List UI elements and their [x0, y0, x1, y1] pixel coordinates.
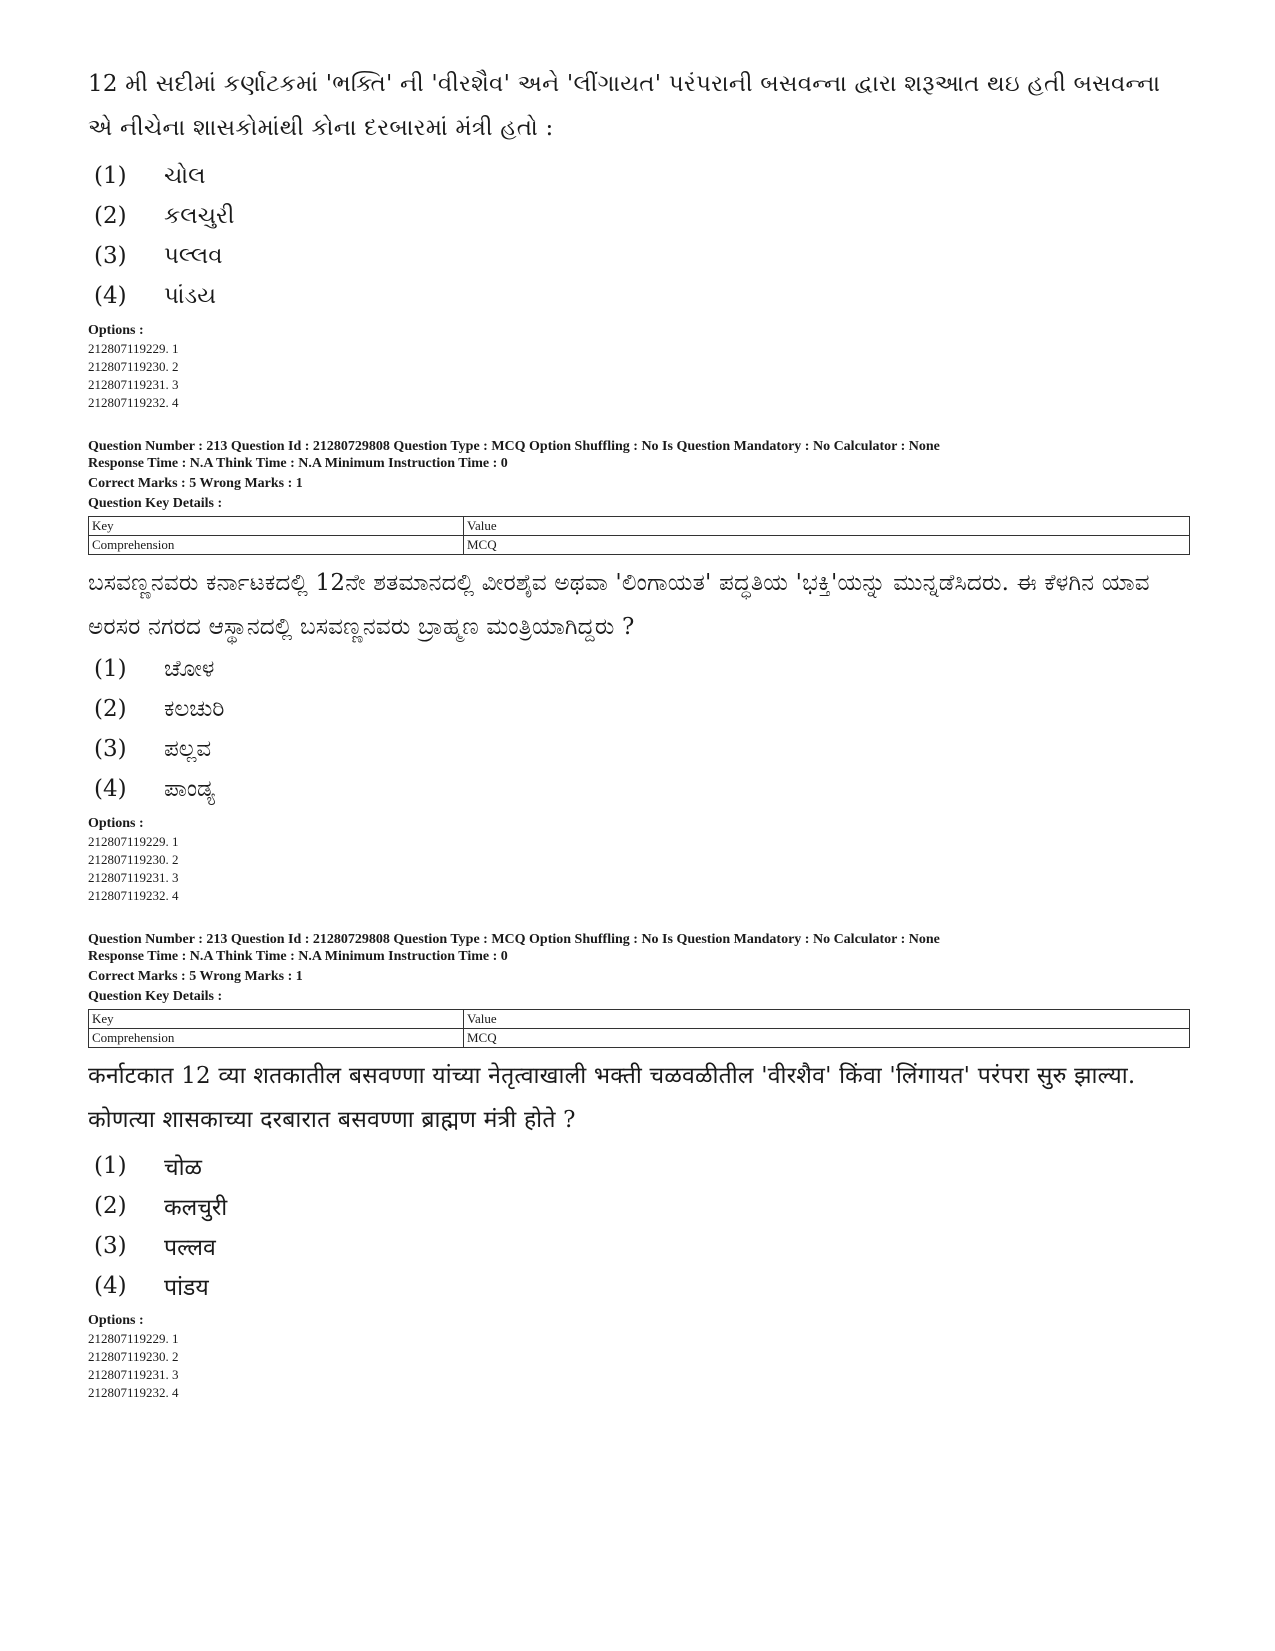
question-text: 12 મી સદીમાં કર્ણાટકમાં 'ભક્તિ' ની 'વીરશૈવ' અને 'લીંગાયત' પરંપરાની બસવન્ના દ્વારા શરૂઆત થઇ હતી બસવન્ના એ નીચેના શાસકોમાંથી કોના દરબારમાં મંત્રી હતો :	[88, 71, 1161, 141]
option-3: (3) पल्लव	[94, 1233, 216, 1261]
option-2: (2) કલચુરી	[94, 203, 235, 229]
question-meta-line: Response Time : N.A Think Time : N.A Minimum Instruction Time : 0	[88, 949, 508, 964]
table-cell-key: Comprehension	[89, 1029, 464, 1048]
options-label: Options :	[88, 816, 144, 831]
table-header-value: Value	[464, 517, 1190, 536]
question-meta-line: Response Time : N.A Think Time : N.A Minimum Instruction Time : 0	[88, 456, 508, 471]
table-header-key: Key	[89, 1010, 464, 1029]
question-block-gujarati	[88, 62, 1188, 412]
option-id: 212807119231. 3	[88, 377, 179, 392]
option-id: 212807119230. 2	[88, 1349, 179, 1364]
option-id: 212807119232. 4	[88, 1385, 179, 1400]
question-block-kannada	[88, 438, 1188, 905]
question-meta	[88, 931, 1188, 1005]
option-3: (3) ಪಲ್ಲವ	[94, 736, 212, 762]
option-3: (3) પલ્લવ	[94, 243, 223, 269]
option-4: (4) પાંડય	[94, 283, 217, 309]
option-id: 212807119230. 2	[88, 852, 179, 867]
question-meta	[88, 438, 1188, 512]
marks-line: Correct Marks : 5 Wrong Marks : 1	[88, 476, 303, 491]
question-block-marathi	[88, 931, 1188, 1402]
option-id: 212807119232. 4	[88, 888, 179, 903]
key-value-table	[88, 516, 1190, 555]
option-1: (1) चोळ	[94, 1153, 203, 1181]
table-row	[89, 1029, 1190, 1048]
option-2: (2) ಕಲಚುರಿ	[94, 696, 225, 722]
table-cell-value: MCQ	[464, 536, 1190, 555]
key-details-label: Question Key Details :	[88, 496, 223, 511]
option-id: 212807119231. 3	[88, 1367, 179, 1382]
option-1: (1) ચોલ	[94, 163, 206, 189]
table-row	[89, 536, 1190, 555]
key-value-table	[88, 1009, 1190, 1048]
table-header-row	[89, 517, 1190, 536]
options-label: Options :	[88, 1313, 144, 1328]
question-meta-line: Question Number : 213 Question Id : 21280729808 Question Type : MCQ Option Shuffling : No Is Question Mandatory : No Calculator : None	[88, 932, 940, 947]
marks-line: Correct Marks : 5 Wrong Marks : 1	[88, 969, 303, 984]
option-id: 212807119230. 2	[88, 359, 179, 374]
table-header-row	[89, 1010, 1190, 1029]
option-id: 212807119232. 4	[88, 395, 179, 410]
option-id: 212807119229. 1	[88, 1331, 179, 1346]
option-1: (1) ಚೋಳ	[94, 656, 215, 682]
option-4: (4) पांडय	[94, 1273, 209, 1301]
table-header-key: Key	[89, 517, 464, 536]
option-id: 212807119231. 3	[88, 870, 179, 885]
question-text: कर्नाटकात 12 व्या शतकातील बसवण्णा यांच्या नेतृत्वाखाली भक्ती चळवळीतील 'वीरशैव' किंवा 'लिंगायत' परंपरा सुरु झाल्या. कोणत्या शासकाच्या दरबारात बसवण्णा ब्राह्मण मंत्री होते ?	[88, 1063, 1136, 1133]
option-id: 212807119229. 1	[88, 834, 179, 849]
option-4: (4) ಪಾಂಡ್ಯ	[94, 776, 215, 802]
question-text: ಬಸವಣ್ಣನವರು ಕರ್ನಾಟಕದಲ್ಲಿ 12ನೇ ಶತಮಾನದಲ್ಲಿ ವೀರಶೈವ ಅಥವಾ 'ಲಿಂಗಾಯತ' ಪದ್ಧತಿಯ 'ಭಕ್ತಿ'ಯನ್ನು ಮುನ್ನಡೆಸಿದರು. ಈ ಕೆಳಗಿನ ಯಾವ ಅರಸರ ನಗರದ ಆಸ್ಥಾನದಲ್ಲಿ ಬಸವಣ್ಣನವರು ಬ್ರಾಹ್ಮಣ ಮಂತ್ರಿಯಾಗಿದ್ದರು ?	[88, 570, 1150, 640]
option-id: 212807119229. 1	[88, 341, 179, 356]
key-details-label: Question Key Details :	[88, 989, 223, 1004]
document-page	[88, 62, 1188, 1402]
table-cell-value: MCQ	[464, 1029, 1190, 1048]
options-label: Options :	[88, 323, 144, 338]
table-header-value: Value	[464, 1010, 1190, 1029]
table-cell-key: Comprehension	[89, 536, 464, 555]
question-meta-line: Question Number : 213 Question Id : 21280729808 Question Type : MCQ Option Shuffling : No Is Question Mandatory : No Calculator : None	[88, 439, 940, 454]
option-2: (2) कलचुरी	[94, 1193, 228, 1221]
